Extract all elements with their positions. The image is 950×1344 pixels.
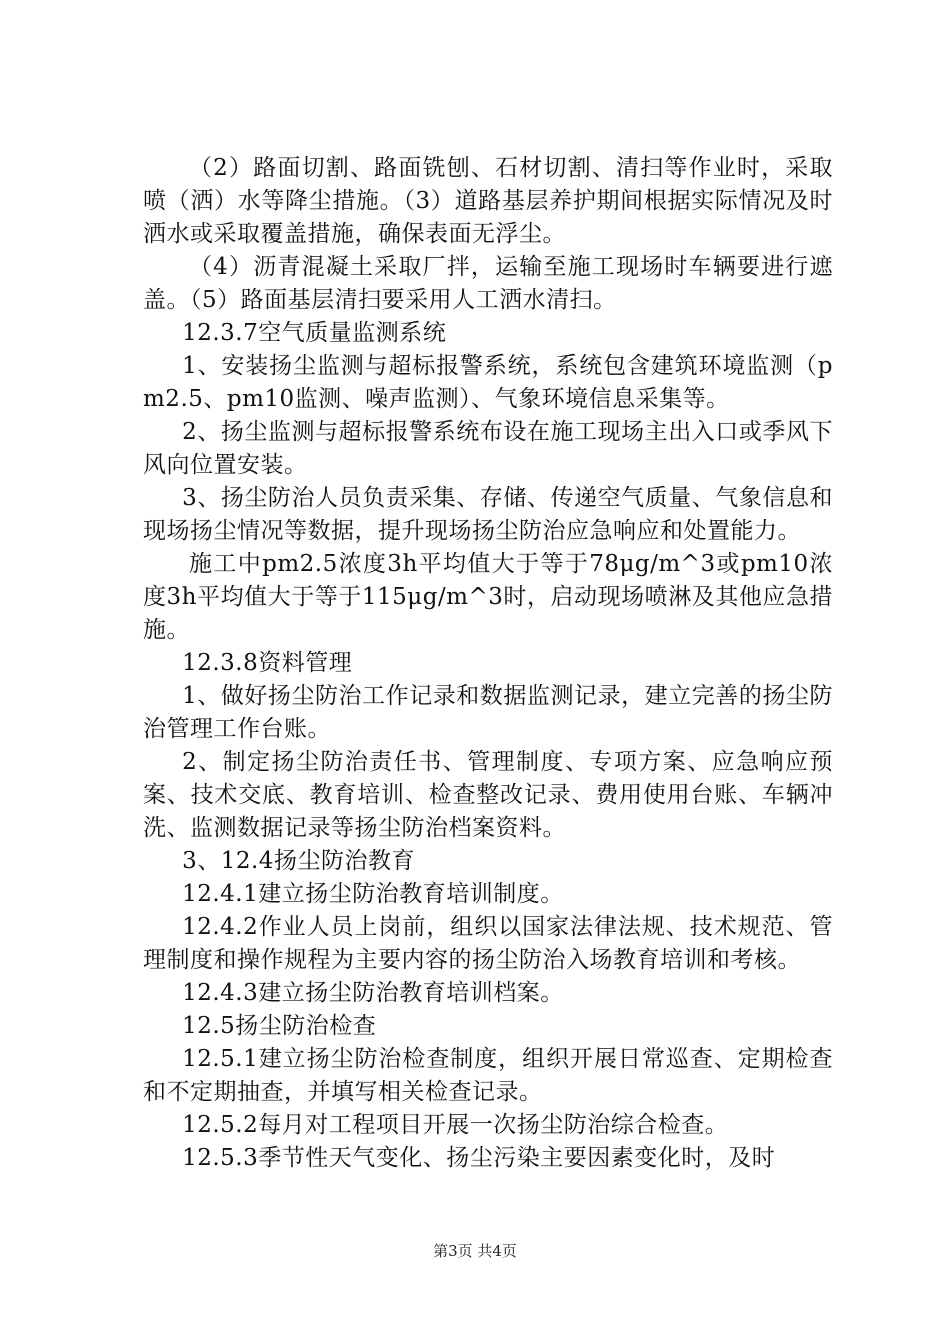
paragraph: 1、做好扬尘防治工作记录和数据监测记录，建立完善的扬尘防治管理工作台账。 xyxy=(143,683,833,742)
paragraph: 12.4.3建立扬尘防治教育培训档案。 xyxy=(182,980,564,1006)
paragraph: 12.5.2每月对工程项目开展一次扬尘防治综合检查。 xyxy=(182,1112,729,1138)
paragraph: 施工中pm2.5浓度3h平均值大于等于78μg/m^3或pm10浓度3h平均值大于等于115μg/m^3时，启动现场喷淋及其他应急措施。 xyxy=(143,551,833,643)
paragraph: （2）路面切割、路面铣刨、石材切割、清扫等作业时，采取喷（洒）水等降尘措施。（3）道路基层养护期间根据实际情况及时洒水或采取覆盖措施，确保表面无浮尘。 xyxy=(143,155,833,247)
paragraph: 12.5.1建立扬尘防治检查制度，组织开展日常巡查、定期检查和不定期抽查，并填写相关检查记录。 xyxy=(143,1046,833,1105)
paragraph: 1、安装扬尘监测与超标报警系统，系统包含建筑环境监测（pm2.5、pm10监测、噪声监测）、气象环境信息采集等。 xyxy=(143,353,833,412)
section-heading: 12.3.8资料管理 xyxy=(182,650,353,676)
paragraph: 2、制定扬尘防治责任书、管理制度、专项方案、应急响应预案、技术交底、教育培训、检查整改记录、费用使用台账、车辆冲洗、监测数据记录等扬尘防治档案资料。 xyxy=(143,749,833,841)
paragraph: 2、扬尘监测与超标报警系统布设在施工现场主出入口或季风下风向位置安装。 xyxy=(143,419,833,478)
paragraph: 12.4.1建立扬尘防治教育培训制度。 xyxy=(182,881,564,907)
paragraph: （4）沥青混凝土采取厂拌，运输至施工现场时车辆要进行遮盖。（5）路面基层清扫要采用人工洒水清扫。 xyxy=(143,254,833,313)
document-body xyxy=(143,152,833,1175)
paragraph: 12.4.2作业人员上岗前，组织以国家法律法规、技术规范、管理制度和操作规程为主要内容的扬尘防治入场教育培训和考核。 xyxy=(143,914,833,973)
paragraph: 3、扬尘防治人员负责采集、存储、传递空气质量、气象信息和现场扬尘情况等数据，提升现场扬尘防治应急响应和处置能力。 xyxy=(143,485,833,544)
paragraph: 12.5.3季节性天气变化、扬尘污染主要因素变化时，及时 xyxy=(182,1145,776,1171)
section-heading: 12.3.7空气质量监测系统 xyxy=(182,320,447,346)
section-heading: 12.5扬尘防治检查 xyxy=(182,1013,377,1039)
section-heading: 3、12.4扬尘防治教育 xyxy=(182,848,415,874)
page-number-footer: 第3页 共4页 xyxy=(433,1242,517,1260)
